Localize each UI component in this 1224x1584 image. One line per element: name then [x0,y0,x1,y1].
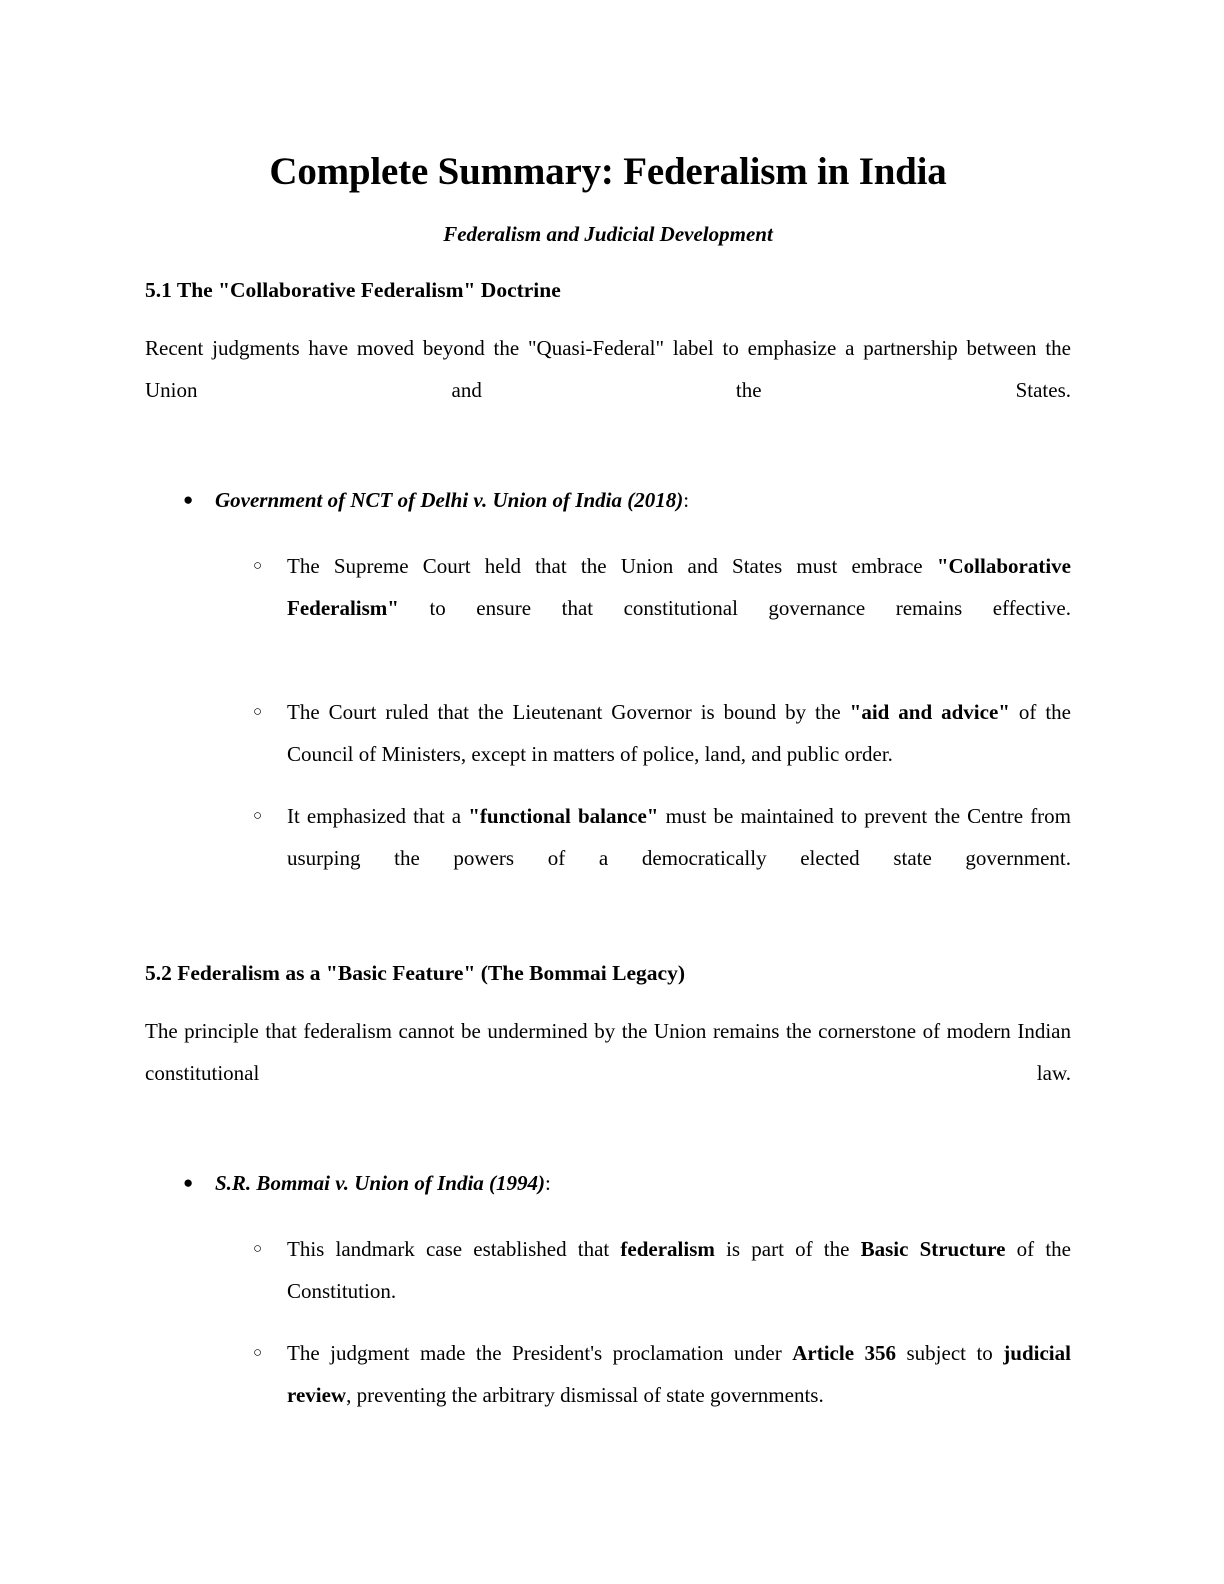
text-fragment: The Supreme Court held that the Union and States must embrace [287,554,937,579]
document-subtitle: Federalism and Judicial Development [443,221,773,246]
bullet-filled-icon: ● [183,1173,194,1193]
bullet-hollow-icon: ○ [253,808,263,825]
text-fragment: must be maintained to prevent the Centre from usurping the powers of a democratically elected state government. [287,804,1072,871]
list-item-text [287,804,1071,912]
list-item-text [287,1237,1071,1303]
case-citation: S.R. Bommai v. Union of India (1994) [215,1171,546,1196]
emphasis-term: federalism [620,1237,715,1262]
emphasis-term: "Collaborative Federalism" [287,554,1071,621]
text-fragment: is part of the [714,1237,861,1262]
list-item-text [287,554,1071,662]
section-intro-5-1: Recent judgments have moved beyond the "Quasi-Federal" label to emphasize a partnership between the Union and the States. [145,336,1071,403]
emphasis-term: Basic Structure [860,1237,1006,1262]
emphasis-term: "aid and advice" [849,700,1010,725]
text-fragment: subject to [896,1341,1004,1366]
bullet-hollow-icon: ○ [253,558,263,575]
page-title: Complete Summary: Federalism in India [269,150,947,193]
section-intro-5-2: The principle that federalism cannot be undermined by the Union remains the cornerstone of modern Indian constitutional law. [145,1019,1071,1086]
list-item [145,691,1071,775]
list-item [145,795,1071,921]
case-group-5-1 [145,479,1071,921]
case-citation-suffix: : [683,488,690,513]
bullet-hollow-icon: ○ [253,1345,263,1362]
document-content [145,150,1071,1436]
section-heading-5-1: 5.1 The "Collaborative Federalism" Doctrine [145,278,561,303]
emphasis-term: Article 356 [792,1341,897,1366]
text-fragment: It emphasized that a [287,804,469,829]
case-citation: Government of NCT of Delhi v. Union of India (2018) [215,488,684,513]
text-fragment: , preventing the arbitrary dismissal of state governments. [346,1383,824,1408]
list-item-text [287,1341,1071,1407]
case-citation-suffix: : [545,1171,551,1196]
list-item [145,479,1071,521]
case-group-5-2 [145,1162,1071,1416]
bullet-hollow-icon: ○ [253,704,263,721]
emphasis-term: judicial review [287,1341,1071,1408]
text-fragment: of the Council of Ministers, except in matters of police, land, and public order. [287,700,1071,767]
bullet-hollow-icon: ○ [253,1241,263,1258]
list-item [145,1332,1071,1416]
list-item-text [287,700,1071,766]
list-item [145,1162,1071,1204]
text-fragment: The judgment made the President's proclamation under [287,1341,793,1366]
section-heading-5-2: 5.2 Federalism as a "Basic Feature" (The Bommai Legacy) [145,961,685,986]
bullet-filled-icon: ● [183,490,194,510]
text-fragment: to ensure that constitutional governance remains effective. [398,596,1071,621]
text-fragment: This landmark case established that [287,1237,621,1262]
text-fragment: The Court ruled that the Lieutenant Governor is bound by the [287,700,850,725]
emphasis-term: "functional balance" [468,804,659,829]
list-item [145,1228,1071,1312]
text-fragment: of the Constitution. [287,1237,1071,1304]
list-item [145,545,1071,671]
